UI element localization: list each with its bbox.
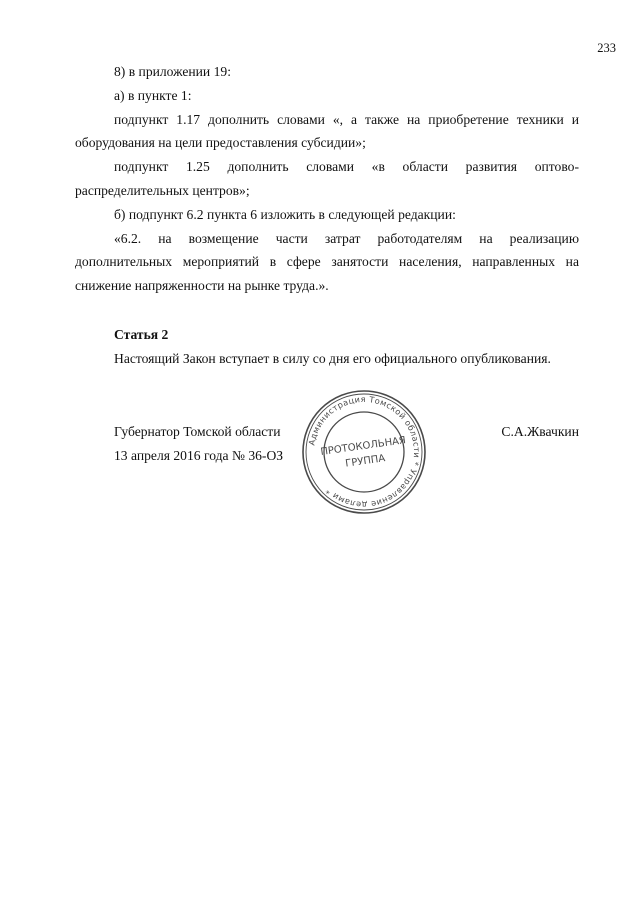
paragraph-item-8: 8) в приложении 19: [114,64,231,79]
stamp-center-line1: ПРОТОКОЛЬНАЯ [319,435,407,458]
signatory-name: С.А.Жвачкин [501,424,579,439]
stamp-seal-icon [300,388,428,516]
paragraph-6-2: «6.2. на возмещение части затрат работодателям на реализацию дополнительных мероприятий в сфере занятости населения, направленных на снижение напряженности на рынке труда.». [75,230,579,294]
official-stamp [300,388,428,516]
page-number: 233 [597,41,616,55]
article-title: Статья 2 [114,326,169,342]
paragraph-sub-b: б) подпункт 6.2 пункта 6 изложить в следующей редакции: [114,206,456,222]
law-date-number: 13 апреля 2016 года № 36-ОЗ [114,448,284,463]
stamp-ring-text: Администрация Томской области * Управление делами * [306,393,423,511]
article-text: Настоящий Закон вступает в силу со дня его официального опубликования. [114,350,551,366]
signatory-position: Губернатор Томской области [114,424,281,439]
document-body [75,60,579,371]
paragraph-subitem-1-17: подпункт 1.17 дополнить словами «, а также на приобретение техники и оборудования на цели предоставления субсидии»; [75,111,579,151]
article-2 [75,323,579,371]
stamp-center-line2: ГРУППА [344,453,386,470]
paragraph-sub-a: а) в пункте 1: [114,87,192,103]
paragraph-subitem-1-25: подпункт 1.25 дополнить словами «в области развития оптово-распределительных центров»; [75,159,579,198]
